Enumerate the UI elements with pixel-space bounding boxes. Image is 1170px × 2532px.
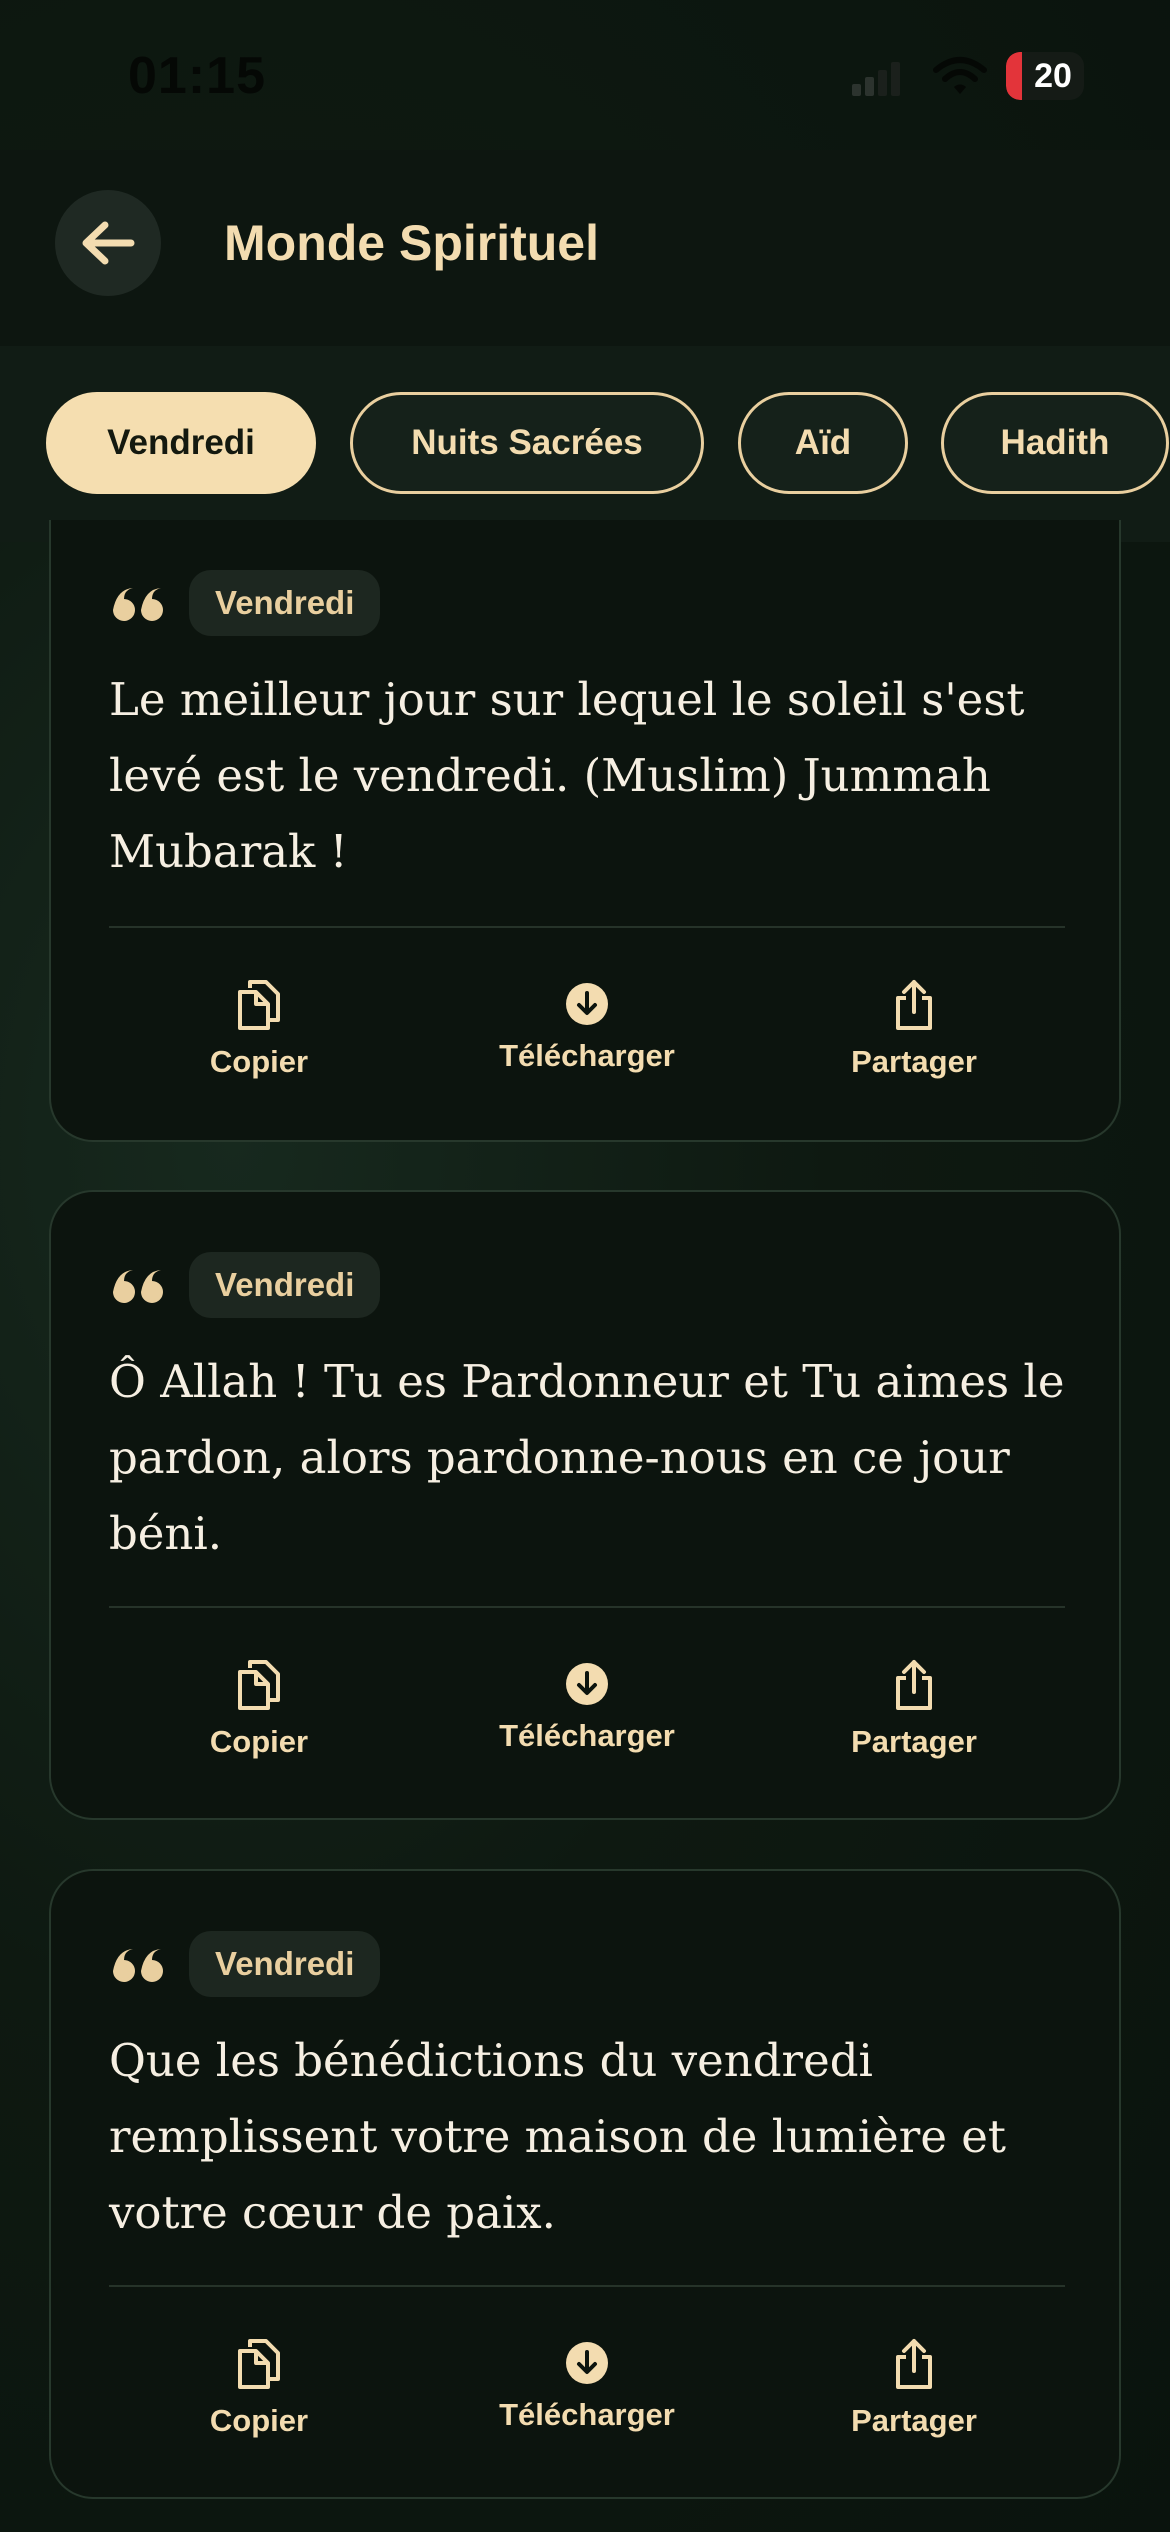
share-label: Partager [851, 1724, 977, 1759]
copy-icon [236, 978, 282, 1032]
wifi-icon [932, 56, 988, 96]
quote-line: Que les bénédictions du vendredi [109, 2034, 873, 2087]
tab-label: Nuits Sacrées [411, 423, 643, 462]
copy-button[interactable] [129, 2337, 389, 2439]
quote-text [109, 1344, 1069, 1572]
share-button[interactable] [784, 978, 1044, 1080]
share-button[interactable] [784, 1658, 1044, 1760]
share-label: Partager [851, 1044, 977, 1079]
card-divider [109, 2285, 1065, 2287]
download-label: Télécharger [499, 1038, 675, 1073]
back-button[interactable] [55, 190, 161, 296]
download-icon [565, 2341, 609, 2385]
category-badge [189, 1252, 380, 1318]
tab-vendredi[interactable] [46, 392, 316, 494]
download-button[interactable] [457, 1662, 717, 1754]
battery-fill [1006, 52, 1022, 100]
quote-card [49, 520, 1121, 1142]
copy-button[interactable] [129, 978, 389, 1080]
cellular-signal-icon [852, 62, 902, 96]
quote-text [109, 2023, 1069, 2251]
status-time: 01:15 [128, 47, 266, 105]
tab-label: Vendredi [107, 423, 255, 462]
download-icon [565, 982, 609, 1026]
download-label: Télécharger [499, 2397, 675, 2432]
badge-label: Vendredi [215, 1945, 355, 1982]
copy-label: Copier [209, 2403, 309, 2438]
share-label: Partager [851, 2403, 977, 2438]
battery-level: 20 [1034, 57, 1072, 95]
download-label: Télécharger [499, 1718, 675, 1753]
quote-icon [111, 1268, 165, 1304]
tab-label: Aïd [794, 423, 852, 462]
quote-line: levé est le vendredi. (Muslim) Jummah [109, 749, 991, 802]
quote-line: remplissent votre maison de lumière et [109, 2110, 1006, 2163]
quote-text [109, 662, 1069, 890]
share-button[interactable] [784, 2337, 1044, 2439]
quote-icon [111, 1947, 165, 1983]
quote-icon [111, 586, 165, 622]
quote-line: pardon, alors pardonne-nous en ce jour [109, 1431, 1010, 1484]
quote-card [49, 1190, 1121, 1820]
share-icon [892, 978, 936, 1032]
tab-label: Hadith [1000, 423, 1110, 462]
copy-label: Copier [209, 1724, 309, 1759]
quote-line: Ô Allah ! Tu es Pardonneur et Tu aimes le [109, 1355, 1065, 1408]
copy-label: Copier [209, 1044, 309, 1079]
tab-aid[interactable] [738, 392, 908, 494]
badge-label: Vendredi [215, 1266, 355, 1303]
quote-line: votre cœur de paix. [109, 2186, 556, 2239]
page-title: Monde Spirituel [224, 215, 599, 271]
card-divider [109, 926, 1065, 928]
quote-card [49, 1869, 1121, 2499]
download-icon [565, 1662, 609, 1706]
category-tabs [0, 346, 1170, 542]
category-badge [189, 1931, 380, 1997]
battery-indicator [1006, 52, 1084, 100]
quote-line: Mubarak ! [109, 825, 348, 878]
copy-button[interactable] [129, 1658, 389, 1760]
badge-label: Vendredi [215, 584, 355, 621]
quote-line: Le meilleur jour sur lequel le soleil s'est [109, 673, 1025, 726]
quote-line: béni. [109, 1507, 223, 1560]
share-icon [892, 2337, 936, 2391]
tab-nuits-sacrees[interactable] [350, 392, 704, 494]
app-header [0, 150, 1170, 346]
arrow-left-icon [81, 221, 135, 265]
download-button[interactable] [457, 982, 717, 1074]
category-badge [189, 570, 380, 636]
tab-hadith[interactable] [941, 392, 1169, 494]
copy-icon [236, 2337, 282, 2391]
copy-icon [236, 1658, 282, 1712]
download-button[interactable] [457, 2341, 717, 2433]
share-icon [892, 1658, 936, 1712]
card-divider [109, 1606, 1065, 1608]
status-bar [0, 0, 1170, 150]
